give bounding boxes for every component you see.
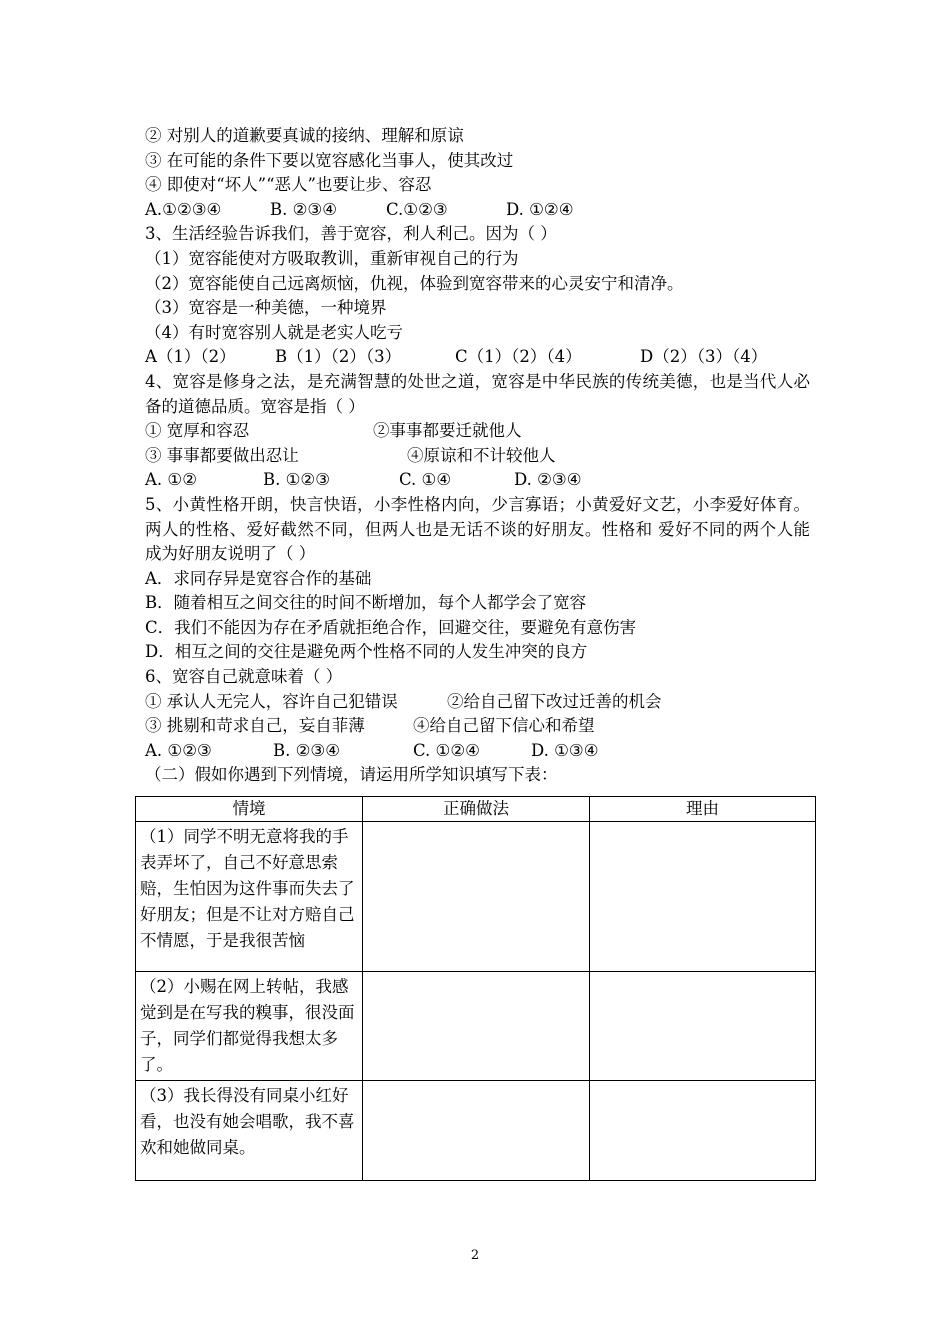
q4-item: ③ 事事都要做出忍让 — [145, 445, 299, 465]
reason-cell[interactable] — [590, 972, 816, 1081]
table-row — [136, 972, 816, 1081]
option: D. ①②④ — [506, 199, 574, 219]
q5-option: A．求同存异是宽容合作的基础 — [145, 568, 372, 588]
table-header-row — [136, 797, 816, 822]
header-correct-approach: 正确做法 — [363, 797, 590, 822]
q6-options — [145, 739, 810, 764]
section-heading: （二）假如你遇到下列情境，请运用所学知识填写下表： — [145, 765, 558, 785]
option: A. ①②③ — [145, 740, 212, 760]
answer-cell[interactable] — [363, 1081, 590, 1181]
header-situation: 情境 — [136, 797, 363, 822]
text-line: ③ 在可能的条件下要以宽容感化当事人，使其改过 — [145, 150, 514, 170]
q6-item: ④给自己留下信心和希望 — [413, 716, 595, 736]
situation-cell: （2）小赐在网上转帖，我感觉到是在写我的糗事，很没面子，同学们都觉得我想太多了。 — [136, 972, 363, 1081]
q5-stem: 5、小黄性格开朗，快言快语，小李性格内向，少言寡语；小黄爱好文艺，小李爱好体育。两人的性格、爱好截然不同，但两人也是无话不谈的好朋友。性格和 爱好不同的两个人能成为好朋友说明了（ ） — [145, 494, 810, 564]
q6-items-row1 — [145, 690, 810, 715]
option: C. ①②④ — [413, 740, 480, 760]
q4-item: ④原谅和不计较他人 — [407, 445, 556, 465]
q6-item: ③ 挑剔和苛求自己，妄自菲薄 — [145, 716, 365, 736]
q4-item: ① 宽厚和容忍 — [145, 421, 250, 441]
situation-cell: （1）同学不明无意将我的手表弄坏了，自己不好意思索赔，生怕因为这件事而失去了好朋友；但是不让对方赔自己不情愿，于是我很苦恼 — [136, 822, 363, 972]
text-line: ④ 即使对“坏人”“恶人”也要让步、容忍 — [145, 175, 432, 195]
page-number: 2 — [470, 1248, 480, 1263]
q3-stem: 3、生活经验告诉我们，善于宽容，利人利己。因为（ ） — [145, 224, 557, 244]
q3-item: （2）宽容能使自己远离烦恼，仇视，体验到宽容带来的心灵安宁和清净。 — [145, 273, 684, 293]
q4-items-row2 — [145, 444, 810, 469]
q6-items-row2 — [145, 714, 810, 739]
situation-cell: （3）我长得没有同桌小红好看，也没有她会唱歌，我不喜欢和她做同桌。 — [136, 1081, 363, 1181]
q4-options — [145, 468, 810, 493]
option: D. ①③④ — [531, 740, 599, 760]
q3-options — [145, 345, 810, 370]
reason-cell[interactable] — [590, 1081, 816, 1181]
table-row — [136, 1081, 816, 1181]
q6-stem: 6、宽容自己就意味着（ ） — [145, 667, 343, 687]
option: B. ①②③ — [263, 470, 330, 490]
option: B（1）（2）（3） — [275, 347, 402, 367]
q3-item: （4）有时宽容别人就是老实人吃亏 — [145, 322, 403, 342]
answer-cell[interactable] — [363, 972, 590, 1081]
option: B. ②③④ — [273, 740, 340, 760]
answer-cell[interactable] — [363, 822, 590, 972]
q3-item: （1）宽容能使对方吸取教训，重新审视自己的行为 — [145, 248, 519, 268]
option: D. ②③④ — [514, 470, 582, 490]
q5-option: C．我们不能因为存在矛盾就拒绝合作，回避交往，要避免有意伤害 — [145, 617, 637, 637]
q5-option: B．随着相互之间交往的时间不断增加，每个人都学会了宽容 — [145, 593, 587, 613]
header-reason: 理由 — [590, 797, 816, 822]
q4-stem: 4、宽容是修身之法，是充满智慧的处世之道，宽容是中华民族的传统美德，也是当代人必备的道德品质。宽容是指（ ） — [145, 371, 810, 416]
text-line: ② 对别人的道歉要真诚的接纳、理解和原谅 — [145, 126, 464, 145]
option: C.①②③ — [386, 199, 448, 219]
q5-option: D．相互之间的交往是避免两个性格不同的人发生冲突的良方 — [145, 642, 588, 662]
document-body — [145, 124, 810, 788]
q6-item: ① 承认人无完人，容许自己犯错误 — [145, 691, 398, 711]
q2-options — [145, 198, 810, 223]
q3-item: （3）宽容是一种美德，一种境界 — [145, 298, 387, 318]
option: A.①②③④ — [145, 199, 222, 219]
scenario-table — [135, 796, 816, 1181]
table-row — [136, 822, 816, 972]
option: C（1）（2）（4） — [455, 347, 582, 367]
reason-cell[interactable] — [590, 822, 816, 972]
q4-items-row1 — [145, 419, 810, 444]
option: C. ①④ — [399, 470, 452, 490]
option: A. ①② — [145, 470, 197, 490]
option: D（2）（3）（4） — [640, 347, 768, 367]
q6-item: ②给自己留下改过迁善的机会 — [447, 691, 662, 711]
option: B. ②③④ — [270, 199, 337, 219]
q4-item: ②事事都要迁就他人 — [373, 421, 522, 441]
option: A（1）（2） — [145, 347, 236, 367]
